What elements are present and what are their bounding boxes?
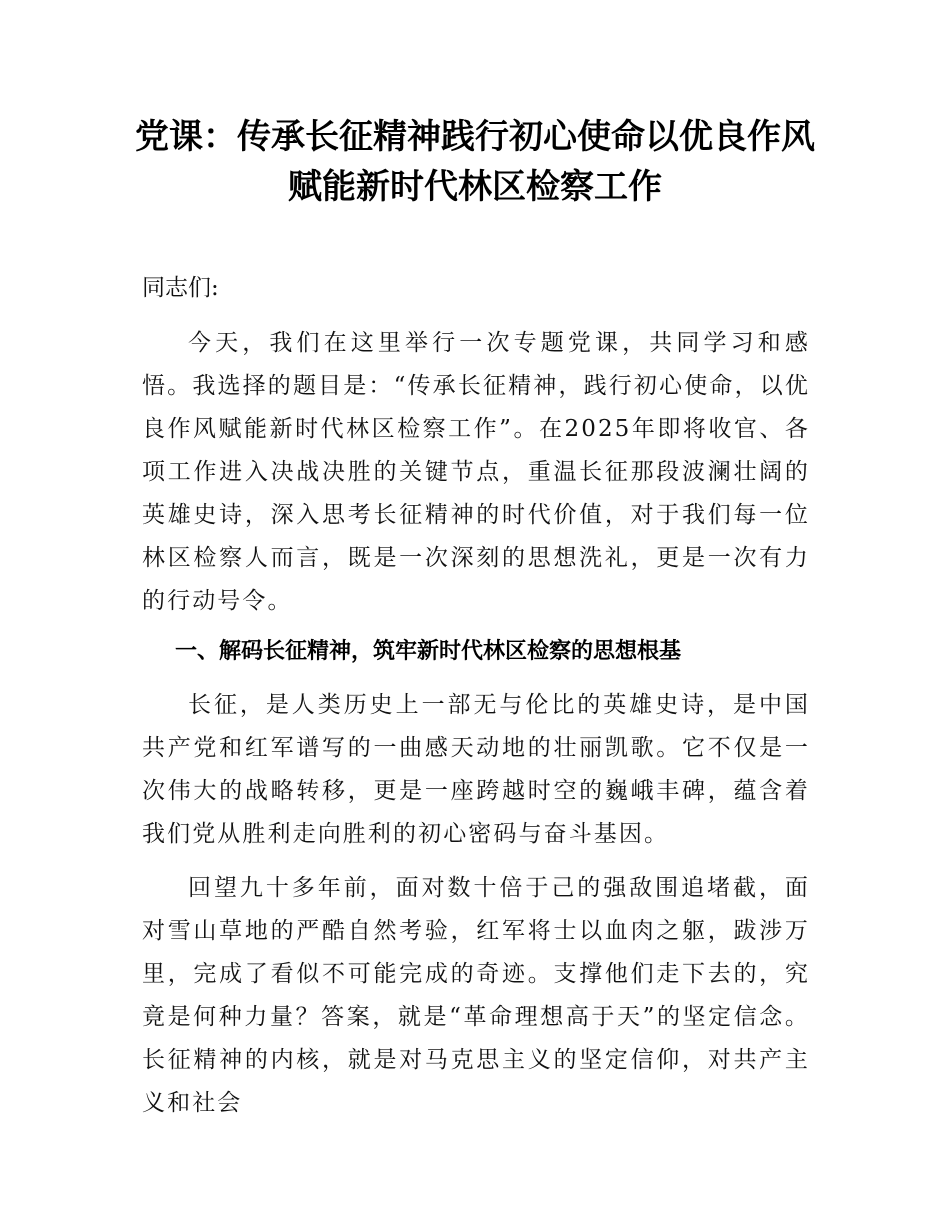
salutation: 同志们: (142, 275, 219, 301)
section1-paragraph-1: 长征，是人类历史上一部无与伦比的英雄史诗，是中国共产党和红军谱写的一曲感天动地的壮丽凯歌。它不仅是一次伟大的战略转移，更是一座跨越时空的巍峨丰碑，蕴含着我们党从胜利走向胜利的初心密码与奋斗基因。 (142, 692, 810, 847)
section-heading-1: 一、解码长征精神，筑牢新时代林区检察的思想根基 (175, 639, 682, 664)
section1-paragraph-2: 回望九十多年前，面对数十倍于己的强敌围追堵截，面对雪山草地的严酷自然考验，红军将士以血肉之躯，跋涉万里，完成了看似不可能完成的奇迹。支撑他们走下去的，究竟是何种力量？答案，就是“革命理想高于天”的坚定信念。长征精神的内核，就是对马克思主义的坚定信仰，对共产主义和社会 (142, 875, 810, 1116)
intro-paragraph: 今天，我们在这里举行一次专题党课，共同学习和感悟。我选择的题目是：“传承长征精神，践行初心使命，以优良作风赋能新时代林区检察工作”。在2025年即将收官、各项工作进入决战决胜的关键节点，重温长征那段波澜壮阔的英雄史诗，深入思考长征精神的时代价值，对于我们每一位林区检察人而言，既是一次深刻的思想洗礼，更是一次有力的行动号令。 (142, 330, 810, 614)
document-title (100, 112, 850, 212)
title-line-1: 党课：传承长征精神践行初心使命以优良作风 (135, 117, 815, 157)
title-line-2: 赋能新时代林区检察工作 (288, 167, 662, 207)
